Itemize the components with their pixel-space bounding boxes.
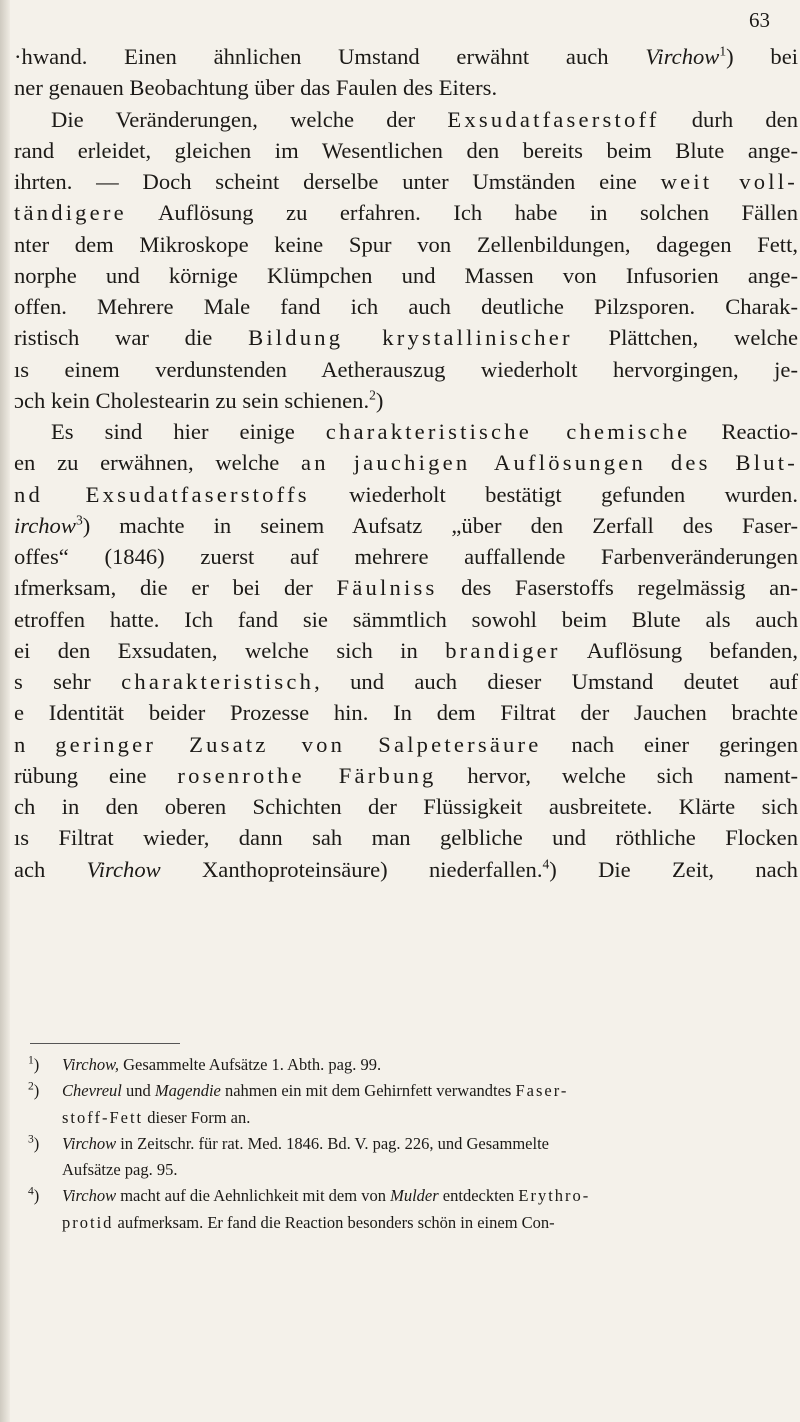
text-line: etroffen hatte. Ich fand sie sämmtlich sowohl beim Blute als auch [14,606,798,632]
text-line: ıs Filtrat wieder, dann sah man gelbliche und röthliche Flocken [14,825,798,851]
footnotes [28,1052,788,1236]
footnote-2-continued: stoff-Fett dieser Form an. [62,1107,251,1127]
text-line: ei den Exsudaten, welche sich in brandiger Auflösung befanden, [14,637,799,663]
text-line: offes“ (1846) zuerst auf mehrere auffallende Farbenveränderungen [14,544,798,569]
footnote-4: $^4$) Virchow macht auf die Aehnlichkeit mit dem von Mulder entdeckten Erythro- [28,1185,591,1206]
text-line: Es sind hier einige charakteristische chemische Reactio- [51,419,798,444]
text-line: offen. Mehrere Male fand ich auch deutliche Pilzsporen. Charak- [14,294,798,319]
text-line: en zu erwähnen, welche an jauchigen Auflösungen des Blut- [14,450,798,476]
text-line: ner genauen Beobachtung über das Faulen des Eiters. [14,75,498,101]
page-number: 63 [749,8,770,32]
binding-gutter [0,0,10,1422]
text-line: e Identität beider Prozesse hin. In dem Filtrat der Jauchen brachte [14,700,798,726]
text-line: ach Virchow Xanthoproteinsäure) niederfallen.$^4$) Die Zeit, nach [14,855,798,882]
text-line: tändigere Auflösung zu erfahren. Ich habe in solchen Fällen [14,200,798,226]
text-line: ıfmerksam, die er bei der Fäulniss des Faserstoffs regelmässig an- [14,575,798,601]
text-line: ristisch war die Bildung krystallinischer Plättchen, welche [14,325,798,351]
text-line: Die Veränderungen, welche der Exsudatfaserstoff durh den [51,106,798,132]
footnote-3: $^3$) Virchow in Zeitschr. für rat. Med. 1846. Bd. V. pag. 226, und Gesammelte [28,1133,549,1153]
text-line: nter dem Mikroskope keine Spur von Zellenbildungen, dagegen Fett, [14,231,798,257]
footnote-3-continued: Aufsätze pag. 95. [62,1160,178,1180]
text-line: nd Exsudatfaserstoffs wiederholt bestätigt gefunden wurden. [14,481,798,507]
text-line: ıs einem verdunstenden Aetherauszug wiederholt hervorgingen, je- [14,356,798,382]
body-text [14,41,798,885]
text-line: s sehr charakteristisch, und auch dieser Umstand deutet auf [14,669,798,694]
text-line: ·hwand. Einen ähnlichen Umstand erwähnt auch Virchow$^1$) bei [14,43,798,69]
footnote-1: $^1$) Virchow, Gesammelte Aufsätze 1. Abth. pag. 99. [28,1054,382,1074]
text-line: ihrten. — Doch scheint derselbe unter Umständen eine weit voll- [14,169,798,194]
footnote-divider [30,1043,180,1044]
text-line: rübung eine rosenrothe Färbung hervor, welche sich nament- [14,762,799,788]
text-line: rand erleidet, gleichen im Wesentlichen den bereits beim Blute ange- [14,137,798,163]
text-line: ɔch kein Cholestearin zu sein schienen.$^2$) [14,387,384,413]
text-line: irchow$^3$) machte in seinem Aufsatz „über den Zerfall des Faser- [14,512,798,538]
text-line: norphe und körnige Klümpchen und Massen von Infusorien ange- [14,262,798,288]
text-line: n geringer Zusatz von Salpetersäure nach einer geringen [14,731,799,757]
footnote-4-continued: protid aufmerksam. Er fand die Reaction besonders schön in einem Con- [62,1212,555,1232]
footnote-2: $^2$) Chevreul und Magendie nahmen ein mit dem Gehirnfett verwandtes Faser- [28,1080,569,1101]
text-line: ch in den oberen Schichten der Flüssigkeit ausbreitete. Klärte sich [14,794,798,819]
